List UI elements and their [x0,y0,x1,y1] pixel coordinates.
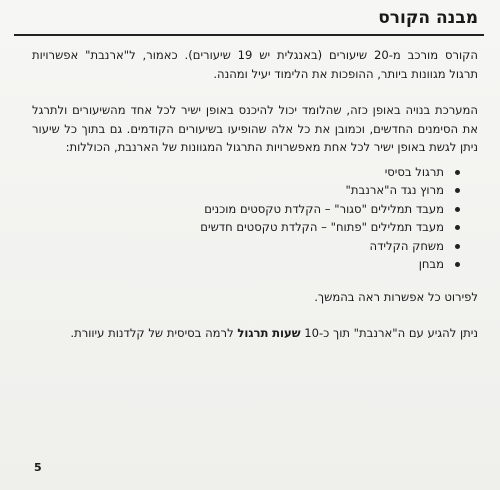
page-content [32,46,478,361]
list-item: משחק הקלידה [32,237,460,256]
bullet-icon [455,188,460,193]
bullet-icon [455,225,460,230]
paragraph-see-below: לפירוט כל אפשרות ראה בהמשך. [314,289,478,304]
page-title: מבנה הקורס [378,8,478,28]
paragraph-conclusion: ניתן להגיע עם ה"ארנבת" תוך כ-10 שעות תרגול לרמה בסיסית של קלדנות עיוורת. [70,326,478,340]
title-rule [14,34,484,36]
practice-options-list [32,163,478,274]
list-item: מרוץ נגד ה"ארנבת" [32,181,460,200]
bullet-icon [455,207,460,212]
list-item: תרגול בסיסי [32,163,460,182]
bullet-icon [455,170,460,175]
list-item: מעבד תמלילים "סגור" – הקלדת טקסטים מוכנים [32,200,460,219]
paragraph-structure: המערכת בנויה באופן כזה, שהלומד יכול להיכנס באופן ישיר לכל אחד מהשיעורים ולתרגל את הסימנים החדשים, וכמובן את כל אלה שהופיעו בשיעורים הקודמים. גם בתוך כל שיעור ניתן לגשת באופן ישיר לכל אחת מאפשרויות התרגול המגוונות של הארנבת, הכוללות: [32,103,478,154]
list-item: מעבד תמלילים "פתוח" – הקלדת טקסטים חדשים [32,218,460,237]
bullet-icon [455,262,460,267]
bullet-icon [455,244,460,249]
paragraph-intro: הקורס מורכב מ-20 שיעורים (באנגלית יש 19 שיעורים). כאמור, ל"ארנבת" אפשרויות תרגול מגוונות ביותר, ההופכות את הלימוד יעיל ומהנה. [32,48,478,81]
list-item: מבחן [32,255,460,274]
page-number: 5 [34,461,42,474]
